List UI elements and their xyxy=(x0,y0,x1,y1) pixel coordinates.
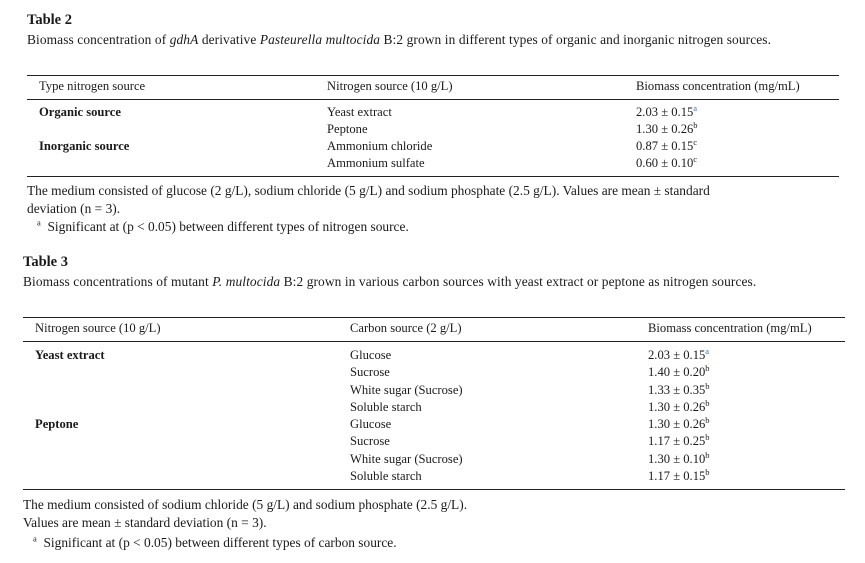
table2-bottom-rule xyxy=(27,176,839,177)
table-row-value: 1.30 ± 0.26$^b$ xyxy=(636,119,698,136)
table-row-source: Sucrose xyxy=(350,365,390,379)
table-row-value: 1.40 ± 0.20$^b$ xyxy=(648,362,710,379)
table2-header-biomass: Biomass concentration (mg/mL) xyxy=(636,79,800,93)
superscript: b xyxy=(705,449,710,460)
superscript: b xyxy=(705,414,710,425)
table2-header-rule xyxy=(27,99,839,100)
table3-footnote-text: Significant at (p < 0.05) between different types of carbon source. xyxy=(43,535,397,550)
table-row-source: Sucrose xyxy=(350,434,390,448)
table2-caption-post: B:2 grown in different types of organic and inorganic nitrogen sources. xyxy=(380,32,772,47)
table-row-source: White sugar (Sucrose) xyxy=(350,383,463,397)
table-row-source: Soluble starch xyxy=(350,400,422,414)
table-row-value: 1.17 ± 0.15$^b$ xyxy=(648,466,710,483)
superscript: b xyxy=(693,119,698,130)
table-row-source: White sugar (Sucrose) xyxy=(350,452,463,466)
table3-bottom-rule xyxy=(23,489,845,490)
table2-top-rule xyxy=(27,75,839,76)
table-row-source: Glucose xyxy=(350,417,392,431)
table3-caption-pre: Biomass concentrations of mutant xyxy=(23,274,213,289)
table3-group-yeast: Yeast extract xyxy=(35,348,105,362)
superscript: b xyxy=(705,380,710,391)
table3-header-biomass: Biomass concentration (mg/mL) xyxy=(648,321,812,335)
table3-note-line1: The medium consisted of sodium chloride (5 g/L) and sodium phosphate (2.5 g/L). xyxy=(23,497,468,512)
table2-caption xyxy=(27,31,847,49)
table-row-value: 1.30 ± 0.26$^b$ xyxy=(648,397,710,414)
table2-caption-gene: gdhA xyxy=(169,32,199,47)
table-row-value: 1.33 ± 0.35$^b$ xyxy=(648,380,710,397)
superscript: c xyxy=(693,136,698,147)
footnote-mark: a xyxy=(37,217,41,228)
table-row-value: 2.03 ± 0.15$^a$ xyxy=(636,102,698,119)
table2-caption-mid: derivative xyxy=(198,32,260,47)
table3-footnote xyxy=(33,534,397,552)
table2-footnote xyxy=(37,218,409,236)
table2-header-source: Nitrogen source (10 g/L) xyxy=(327,79,453,93)
superscript: b xyxy=(705,362,710,373)
table2-note-line2: deviation (n = 3). xyxy=(27,201,121,216)
table3-header-nitrogen: Nitrogen source (10 g/L) xyxy=(35,321,161,335)
table3-header-carbon: Carbon source (2 g/L) xyxy=(350,321,462,335)
table2-footnote-text: Significant at (p < 0.05) between different types of nitrogen source. xyxy=(47,219,409,234)
table-row-source: Soluble starch xyxy=(350,469,422,483)
table2-group-organic: Organic source xyxy=(39,105,121,119)
table3-group-peptone: Peptone xyxy=(35,417,79,431)
table-row-source: Ammonium sulfate xyxy=(327,156,425,170)
footnote-mark: a xyxy=(33,533,37,544)
table-row-value: 0.60 ± 0.10$^c$ xyxy=(636,153,698,170)
superscript: b xyxy=(705,397,710,408)
table3-note-line2: Values are mean ± standard deviation (n = 3). xyxy=(23,515,267,530)
table2-header-type: Type nitrogen source xyxy=(39,79,146,93)
superscript: b xyxy=(705,466,710,477)
table2-caption-pre: Biomass concentration of xyxy=(27,32,170,47)
table-row-value: 2.03 ± 0.15$^a$ xyxy=(648,345,710,362)
table3-header-rule xyxy=(23,341,845,342)
table-row-value: 1.30 ± 0.26$^b$ xyxy=(648,414,710,431)
table3-caption xyxy=(23,273,851,291)
table2-label: Table 2 xyxy=(27,12,72,28)
table-row-source: Peptone xyxy=(327,122,368,136)
superscript: b xyxy=(705,431,710,442)
superscript-link[interactable]: a xyxy=(705,345,710,356)
table-row-source: Ammonium chloride xyxy=(327,139,433,153)
superscript-link[interactable]: a xyxy=(693,102,698,113)
table2-note-line1: The medium consisted of glucose (2 g/L), sodium chloride (5 g/L) and sodium phosphate (2.5 g/L). Values are mean ± standard xyxy=(27,183,710,198)
table2-group-inorganic: Inorganic source xyxy=(39,139,130,153)
table3-caption-post: B:2 grown in various carbon sources with yeast extract or peptone as nitrogen sources. xyxy=(280,274,757,289)
table-row-source: Yeast extract xyxy=(327,105,392,119)
table-row-source: Glucose xyxy=(350,348,392,362)
table-row-value: 1.30 ± 0.10$^b$ xyxy=(648,449,710,466)
table2-caption-species: Pasteurella multocida xyxy=(259,32,381,47)
table3-top-rule xyxy=(23,317,845,318)
table3-label: Table 3 xyxy=(23,254,68,270)
superscript: c xyxy=(693,153,698,164)
table-row-value: 1.17 ± 0.25$^b$ xyxy=(648,431,710,448)
table3-caption-species: P. multocida xyxy=(212,274,281,289)
table-row-value: 0.87 ± 0.15$^c$ xyxy=(636,136,698,153)
